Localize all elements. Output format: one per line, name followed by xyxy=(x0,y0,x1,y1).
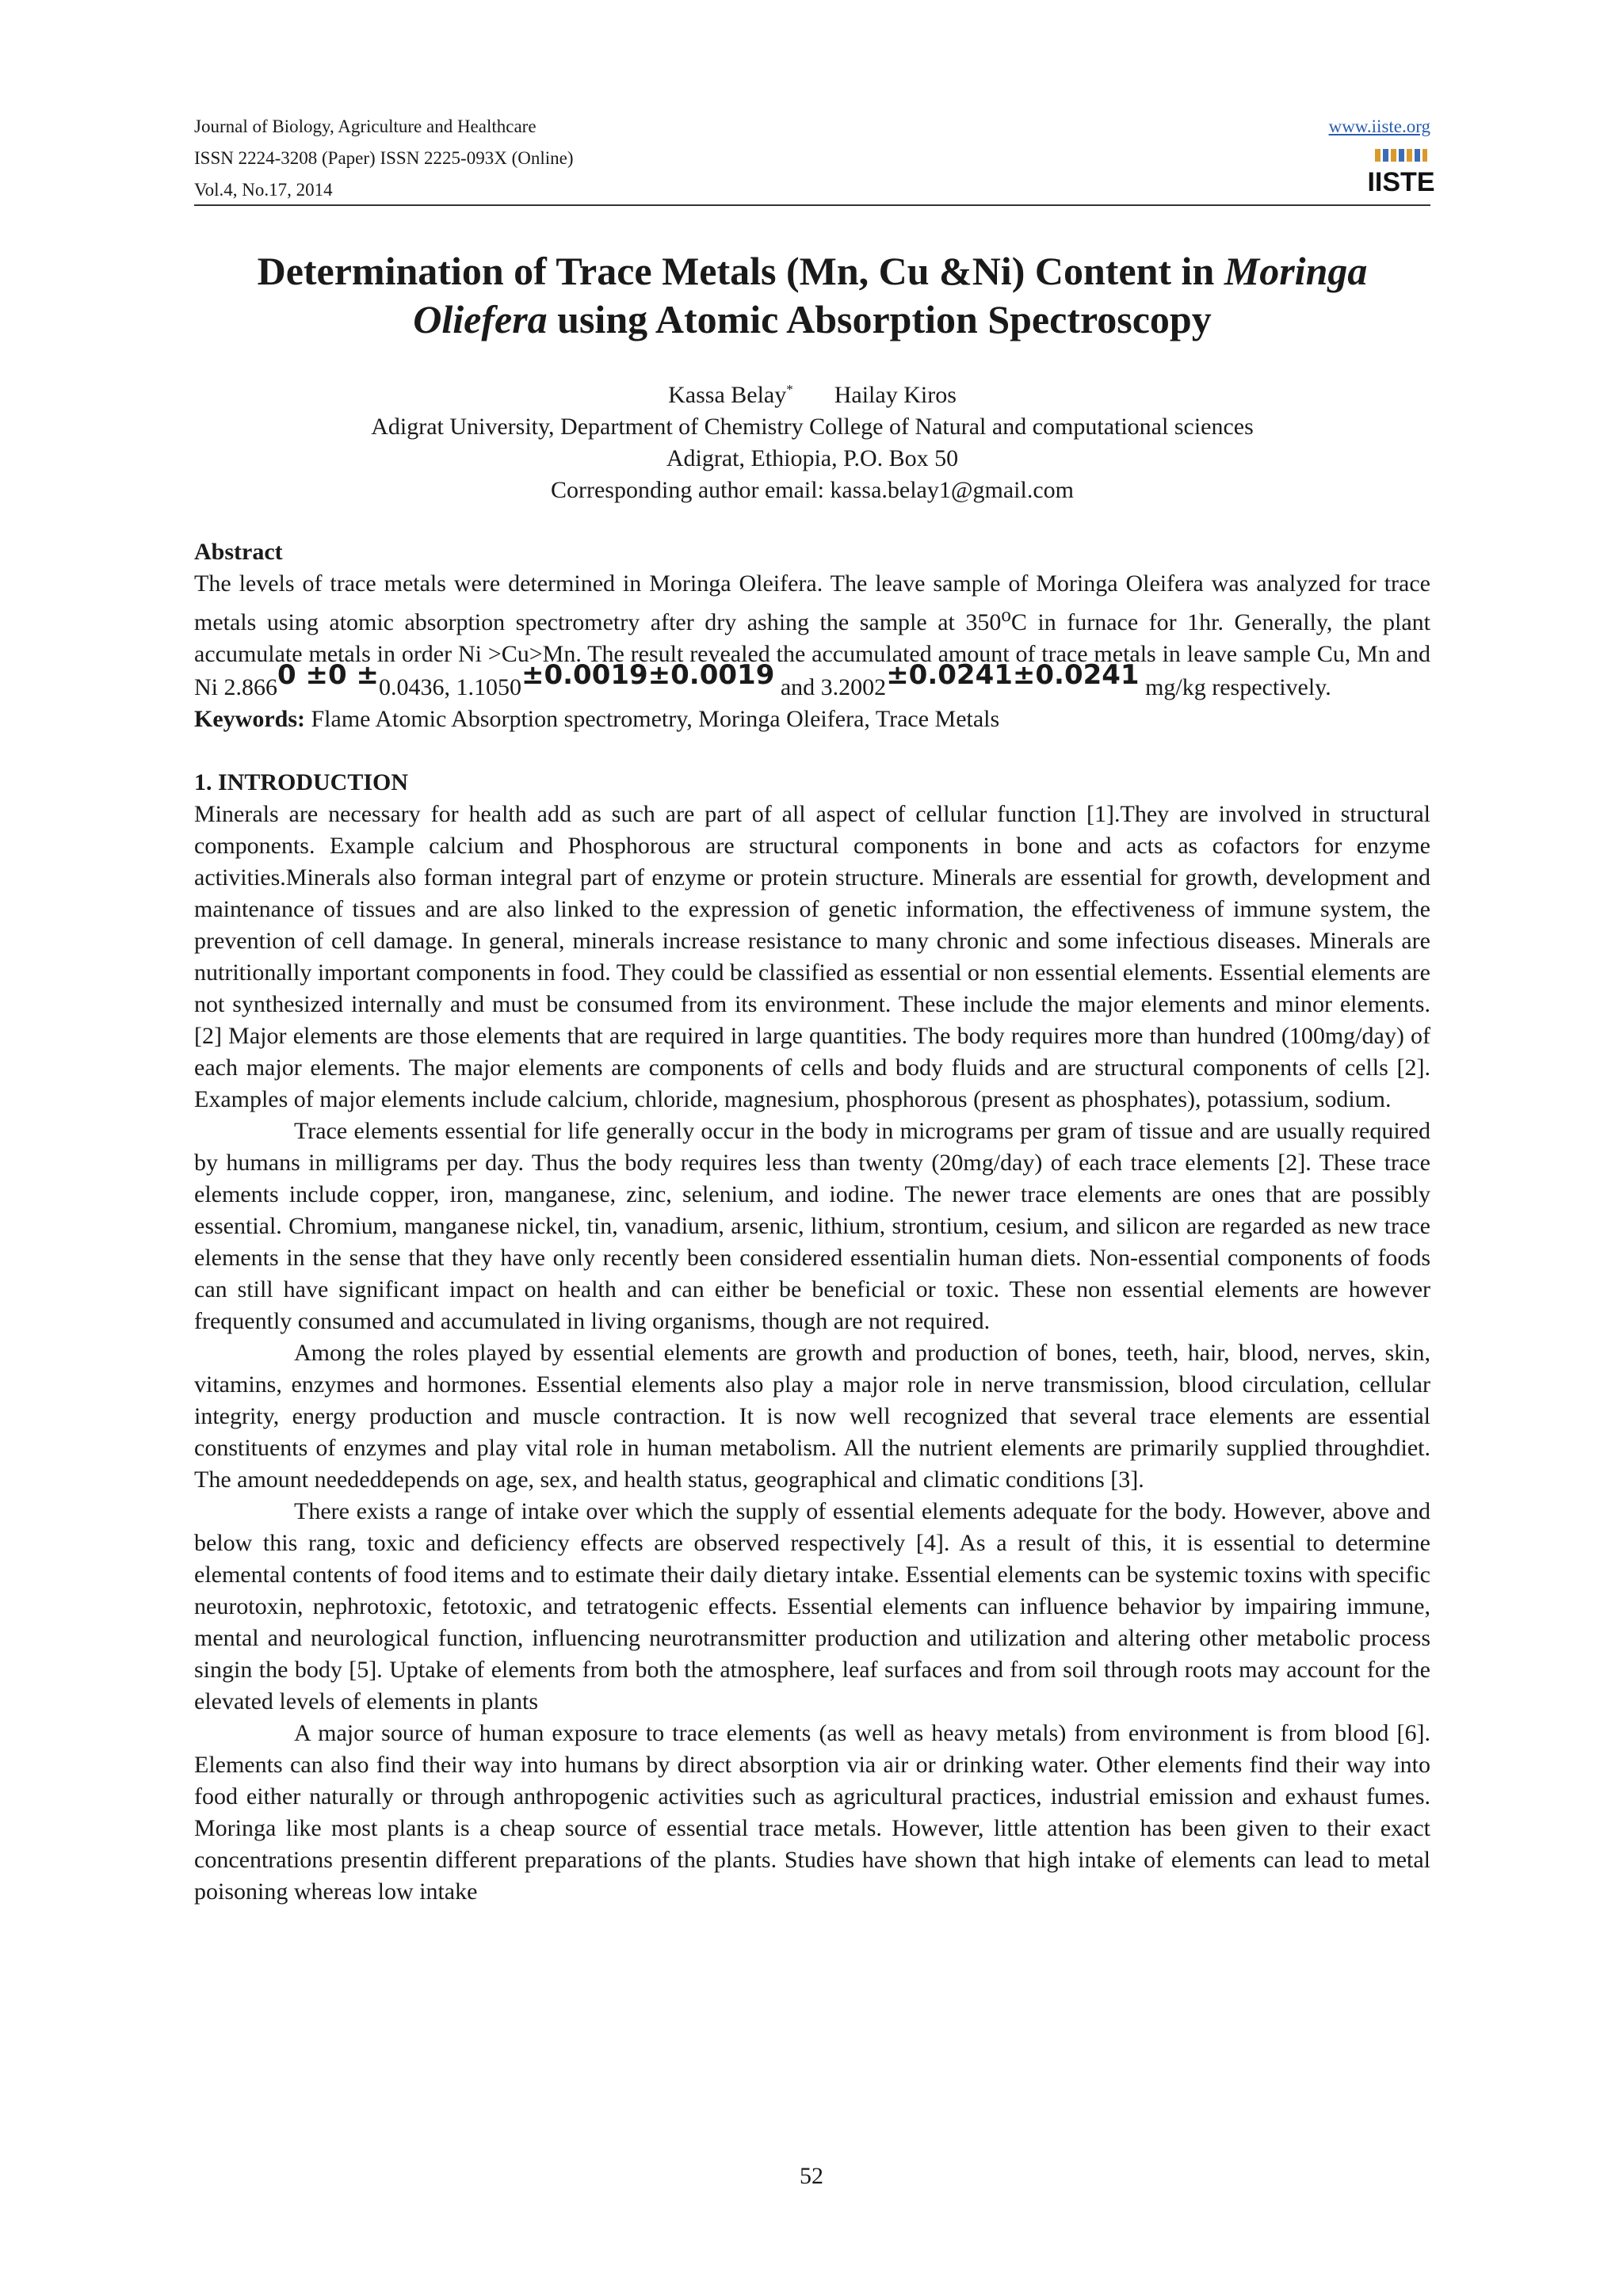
keywords-label: Keywords: xyxy=(194,706,305,732)
journal-url-link[interactable]: www.iiste.org xyxy=(1328,116,1430,136)
keywords-line xyxy=(194,704,1430,735)
corresponding-email: Corresponding author email: kassa.belay1@gmail.com xyxy=(551,477,1074,503)
journal-header xyxy=(194,111,1435,206)
abstract-text-4: and 3.2002 xyxy=(774,674,887,700)
author-names xyxy=(194,374,1430,411)
author-2: Hailay Kiros xyxy=(834,382,957,408)
paper-title xyxy=(194,247,1430,344)
affiliation: Adigrat University, Department of Chemistry College of Natural and computational sciences xyxy=(371,414,1254,440)
title-species: Moringa Oliefera xyxy=(413,249,1368,341)
journal-name: Journal of Biology, Agriculture and Healthcare xyxy=(194,116,537,136)
pm-value-3: ±0.0241±0.0241 xyxy=(886,659,1140,691)
keywords-text: Flame Atomic Absorption spectrometry, Moringa Oleifera, Trace Metals xyxy=(304,706,1000,732)
abstract-text-5: mg/kg respectively. xyxy=(1139,674,1331,700)
author-1: Kassa Belay xyxy=(668,382,787,408)
intro-paragraph-2: Trace elements essential for life generally occur in the body in micrograms per gram of tissue and are usually required by humans in milligrams per day. Thus the body requires less than twenty (20mg/day) of each trace elements [2]. These trace elements include copper, iron, manganese, zinc, selenium, and iodine. The newer trace elements are ones that are possibly essential. Chromium, manganese nickel, tin, vanadium, arsenic, lithium, strontium, cesium, and silicon are regarded as new trace elements in the sense that they have only recently been considered essentialin human diets. Non-essential components of foods can still have significant impact on health and can either be beneficial or toxic. These non essential elements are however frequently consumed and accumulated in living organisms, though are not required. xyxy=(194,1118,1430,1334)
pm-value-1: 0 ±0 ± xyxy=(277,659,379,691)
abstract-text-2: C in furnace for 1hr. Generally, the plant accumulate metals in order Ni >Cu>Mn. The result revealed the accumulated amount of trace metals in leave sample Cu, Mn and Ni 2.866 xyxy=(194,609,1430,700)
abstract-section xyxy=(194,536,1430,735)
introduction-heading: 1. INTRODUCTION xyxy=(194,769,409,795)
iiste-logo-icon xyxy=(1367,147,1435,197)
journal-volume: Vol.4, No.17, 2014 xyxy=(194,180,333,200)
abstract-text xyxy=(194,568,1430,704)
author-block xyxy=(194,374,1430,506)
address: Adigrat, Ethiopia, P.O. Box 50 xyxy=(666,445,959,471)
title-part1: Determination of Trace Metals (Mn, Cu &Ni) Content in xyxy=(257,249,1224,293)
journal-info xyxy=(194,111,574,206)
introduction-section xyxy=(194,767,1430,1908)
title-part2: using Atomic Absorption Spectroscopy xyxy=(547,297,1212,341)
page-number: 52 xyxy=(800,2163,823,2189)
intro-paragraph-5: A major source of human exposure to trace elements (as well as heavy metals) from environment is from blood [6]. Elements can also find their way into humans by direct absorption via air or drinking water. Other elements find their way into food either naturally or through anthropogenic activities such as agricultural practices, industrial emission and exhaust fumes. Moringa like most plants is a cheap source of essential trace metals. However, little attention has been given to their exact concentrations presentin different preparations of the plants. Studies have shown that high intake of elements can lead to metal poisoning whereas low intake xyxy=(194,1720,1430,1905)
abstract-text-1: The levels of trace metals were determined in Moringa Oleifera. The leave sample of Moringa Oleifera was analyzed for trace metals using atomic absorption spectrometry after dry ashing the sample at 350 xyxy=(194,570,1430,635)
abstract-text-3: 0.0436, 1.1050 xyxy=(378,674,521,700)
intro-paragraph-1: Minerals are necessary for health add as such are part of all aspect of cellular function [1].They are involved in structural components. Example calcium and Phosphorous are structural components in bone and acts as cofactors for enzyme activities.Minerals also forman integral part of enzyme or protein structure. Minerals are essential for growth, development and maintenance of tissues and are also linked to the expression of genetic information, the effectiveness of immune system, the prevention of cell damage. In general, minerals increase resistance to many chronic and some infectious diseases. Minerals are nutritionally important components in food. They could be classified as essential or non essential elements. Essential elements are not synthesized internally and must be consumed from its environment. These include the major elements and minor elements. [2] Major elements are those elements that are required in large quantities. The body requires more than hundred (100mg/day) of each major elements. The major elements are components of cells and body fluids and are structural components of cells [2]. Examples of major elements include calcium, chloride, magnesium, phosphorous (present as phosphates), potassium, sodium. xyxy=(194,801,1430,1112)
abstract-heading: Abstract xyxy=(194,539,283,565)
paper-page xyxy=(194,111,1435,1908)
degree-mark: o xyxy=(1001,605,1011,626)
logo-text: IISTE xyxy=(1367,167,1435,197)
pm-value-2: ±0.0019±0.0019 xyxy=(521,659,775,691)
journal-issn: ISSN 2224-3208 (Paper) ISSN 2225-093X (Online) xyxy=(194,148,574,168)
corresponding-mark: * xyxy=(786,382,793,397)
intro-paragraph-4: There exists a range of intake over which the supply of essential elements adequate for the body. However, above and below this rang, toxic and deficiency effects are observed respectively [4]. As a result of this, it is essential to determine elemental contents of food items and to estimate their daily dietary intake. Essential elements can be systemic toxins with specific neurotoxin, nephrotoxic, fetotoxic, and tetratogenic effects. Essential elements can influence behavior by impairing immune, mental and neurological function, influencing neurotransmitter production and utilization and altering other metabolic process singin the body [5]. Uptake of elements from both the atmosphere, leaf surfaces and from soil through roots may account for the elevated levels of elements in plants xyxy=(194,1498,1430,1714)
intro-paragraph-3: Among the roles played by essential elements are growth and production of bones, teeth, hair, blood, nerves, skin, vitamins, enzymes and hormones. Essential elements also play a major role in nerve transmission, blood circulation, cellular integrity, energy production and muscle contraction. It is now well recognized that several trace elements are essential constituents of enzymes and play vital role in human metabolism. All the nutrient elements are primarily supplied throughdiet. The amount neededdepends on age, sex, and health status, geographical and climatic conditions [3]. xyxy=(194,1340,1430,1493)
